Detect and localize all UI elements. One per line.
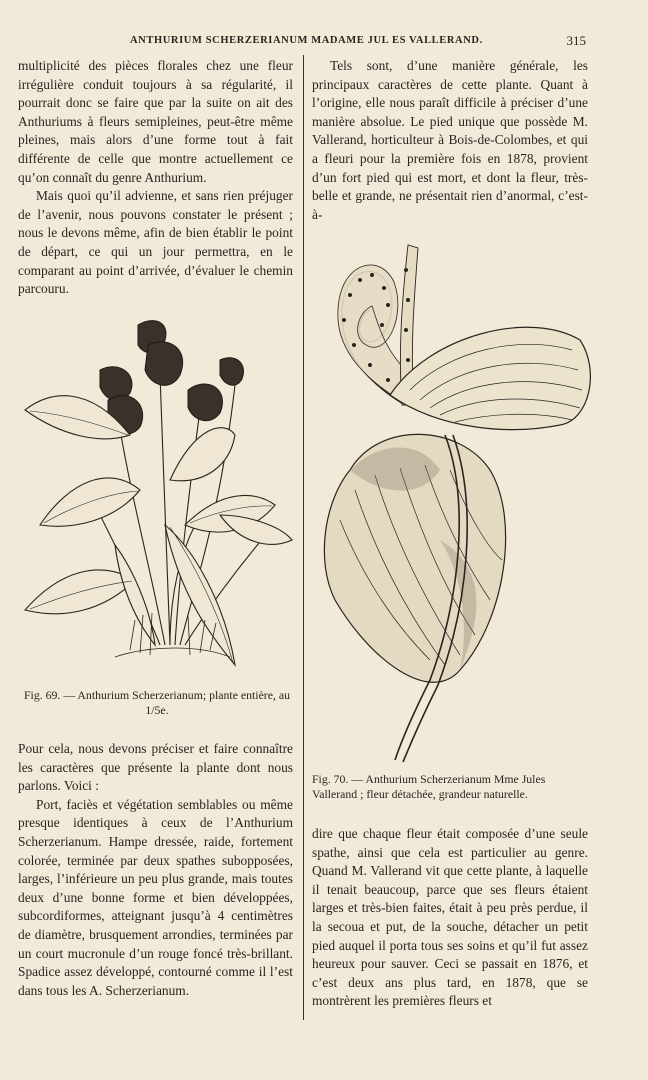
paragraph: Pour cela, nous devons préciser et faire connaître les caractères que présente la plante dont nous parlons. Voici : [18,741,293,794]
paragraph: Port, faciès et végétation semblables ou même presque identiques à ceux de l’Anthurium Scherzerianum. Hampe dressée, raide, fortement colorée, terminée par deux spathes subopposées, larges, l’inférieure un peu plus grande, mais toutes deux d’une bonne forme et bien développées, subcordiformes, atteignant jusqu’à 4 centimètres de diamètre, brusquement arrondies, terminées par un court mucronule d’un rouge foncé très-brillant. Spadice assez développé, contourné comme il l’est dans tous les A. Scherzerianum. [18,796,293,998]
right-column-bottom-text [312,825,588,1011]
paragraph: Tels sont, d’une manière générale, les principaux caractères de cette plante. Quant à l’origine, elle nous paraît difficile à préciser d’une manière absolue. Le pied unique que possède M. Vallerand, horticulteur à Bois-de-Colombes, et qui a fleuri pour la première fois en 1878, provient d’un fort pied qui est mort, et dont la fleur, très-belle et grande, ne présentait rien d’anormal, c’est-à- [312,58,588,222]
column-divider [303,55,304,1020]
paragraph: Mais quoi qu’il advienne, et sans rien préjuger de l’avenir, nous pouvons constater le présent ; nous le devons même, afin de bien établir le point de départ, ce qui un jour permettra, en le comparant au point d’arrivée, d’évaluer le chemin parcouru. [18,188,293,297]
paragraph: dire que chaque fleur était composée d’une seule spathe, ainsi que cela est particulier au genre. Quand M. Vallerand vit que cette plante, à laquelle il tenait beaucoup, parce que ses fleurs étaient larges et très-bien faites, était à peu près perdue, il la secoua et put, de la souche, détacher un petit pied auquel il porta tous ses soins et qu’il fut assez heureux pour sauver. Ceci se passait en 1876, et c’est deux ans plus tard, en 1878, que se montrèrent les premières fleurs et [312,826,588,1009]
figure-70-flower-illustration [310,240,600,765]
figure-70-caption-line: Fig. 70. — Anthurium Scherzerianum Mme Jules [312,772,546,786]
left-column-top-text [18,57,293,299]
left-column-bottom-text [18,740,293,1000]
right-column-top-text [312,57,588,224]
figure-70-caption [312,772,588,802]
paragraph: multiplicité des pièces florales chez une fleur irrégulière conduit toujours à sa régularité, il pourrait donc se faire que par la suite on ait des Anthuriums à fleurs semipleines, peut-être même pleines, mais alors d’une forme tout à fait différente de celle que montre actuellement ce qu’on connaît du genre Anthurium. [18,58,293,185]
figure-70-caption-line: Vallerand ; fleur détachée, grandeur naturelle. [312,787,528,801]
running-title: ANTHURIUM SCHERZERIANUM MADAME JUL ES VALLERAND. [130,35,483,46]
page-number: 315 [566,33,586,48]
figure-69-plant-illustration [20,315,295,680]
figure-69-caption: Fig. 69. — Anthurium Scherzerianum; plante entière, au 1/5e. [23,688,291,717]
running-header [0,35,648,51]
